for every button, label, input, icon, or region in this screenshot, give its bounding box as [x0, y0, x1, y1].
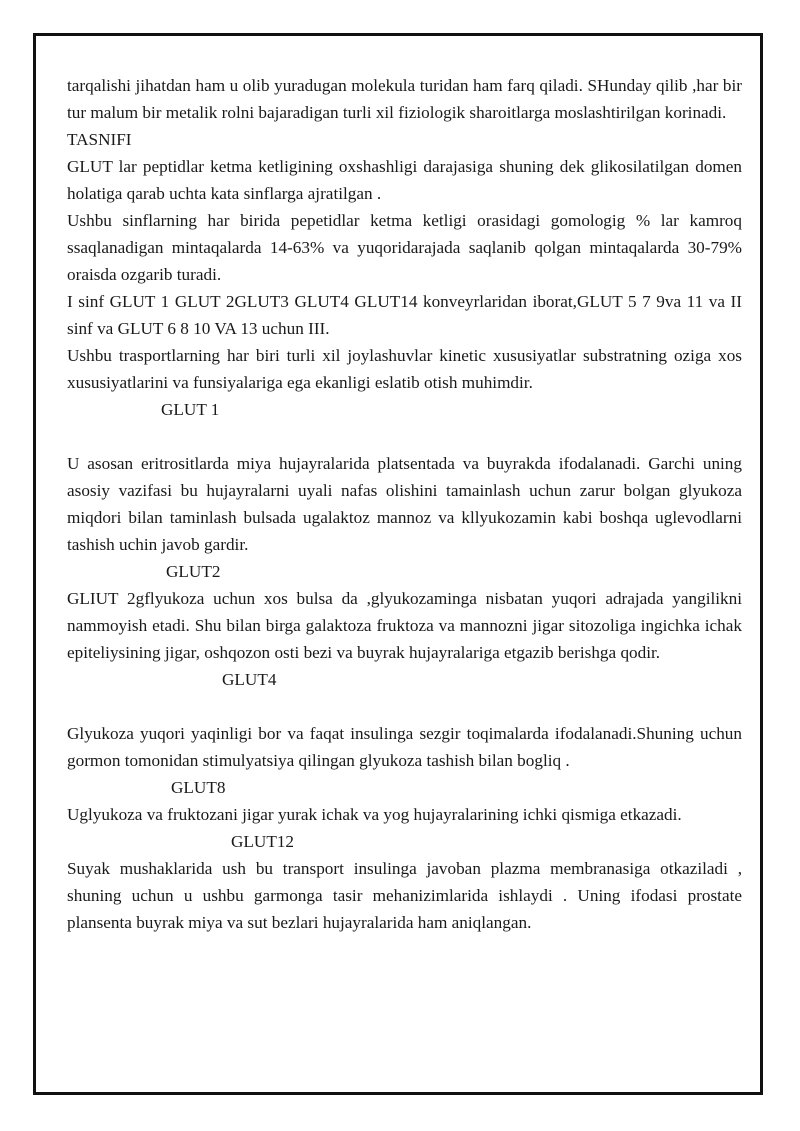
heading-glut12: GLUT12: [231, 832, 295, 851]
blank-line: [67, 423, 742, 450]
paragraph-glut12: Suyak mushaklarida ush bu transport insulinga javoban plazma membranasiga otkaziladi , shuning uchun u ushbu garmonga tasir mehanizimlarida ishlaydi . Uning ifodasi prostate plansenta buyrak miya va sut bezlari hujayralarida ham aniqlangan.: [67, 859, 742, 932]
paragraph-classification: GLUT lar peptidlar ketma ketligining oxshashligi darajasiga shuning dek glikosilatilgan domen holatiga qarab uchta kata sinflarga ajratilgan .: [67, 157, 742, 203]
paragraph-intro: tarqalishi jihatdan ham u olib yuradugan molekula turidan ham farq qiladi. SHunday qilib ,har bir tur malum bir metalik rolni bajaradigan turli xil fiziologik sharoitlarga moslashtirilgan korinadi.: [67, 76, 742, 122]
heading-glut1: GLUT 1: [161, 400, 220, 419]
heading-glut4: GLUT4: [222, 670, 277, 689]
document-body: [67, 72, 742, 936]
heading-glut8: GLUT8: [171, 778, 226, 797]
section-heading-tasnifi: TASNIFI: [67, 130, 132, 149]
paragraph-glut2: GLIUT 2gflyukoza uchun xos bulsa da ,glyukozaminga nisbatan yuqori adrajada yangilikni nammoyish etadi. Shu bilan birga galaktoza fruktoza va mannozni jigar sitozoliga ingichka ichak epiteliysining jigar, oshqozon osti bezi va buyrak hujayralariga etgazib berishga qodir.: [67, 589, 742, 662]
paragraph-glut4: Glyukoza yuqori yaqinligi bor va faqat insulinga sezgir toqimalarda ifodalanadi.Shuning uchun gormon tomonidan stimulyatsiya qilingan glyukoza tashish bilan bogliq .: [67, 724, 742, 770]
paragraph-transport-properties: Ushbu trasportlarning har biri turli xil joylashuvlar kinetic xususiyatlar substratning oziga xos xususiyatlarini va funsiyalariga ega ekanligi eslatib otish muhimdir.: [67, 346, 742, 392]
paragraph-glut1: U asosan eritrositlarda miya hujayralarida platsentada va buyrakda ifodalanadi. Garchi uning asosiy vazifasi bu hujayralarni uyali nafas olishini tamainlash uchun zarur bolgan glyukoza miqdori bilan taminlash bulsada ugalaktoz mannoz va kllyukozamin kabi boshqa uglevodlarni tashish uchin javob gardir.: [67, 454, 742, 554]
paragraph-classes: I sinf GLUT 1 GLUT 2GLUT3 GLUT4 GLUT14 konveyrlaridan iborat,GLUT 5 7 9va 11 va II sinf va GLUT 6 8 10 VA 13 uchun III.: [67, 292, 742, 338]
blank-line: [67, 693, 742, 720]
paragraph-homology: Ushbu sinflarning har birida pepetidlar ketma ketligi orasidagi gomologig % lar kamroq ssaqlanadigan mintaqalarda 14-63% va yuqoridarajada saqlanib qolgan mintaqalarda 30-79% oraisda ozgarib turadi.: [67, 211, 742, 284]
heading-glut2: GLUT2: [166, 562, 221, 581]
paragraph-glut8: Uglyukoza va fruktozani jigar yurak ichak va yog hujayralarining ichki qismiga etkazadi.: [67, 805, 682, 824]
